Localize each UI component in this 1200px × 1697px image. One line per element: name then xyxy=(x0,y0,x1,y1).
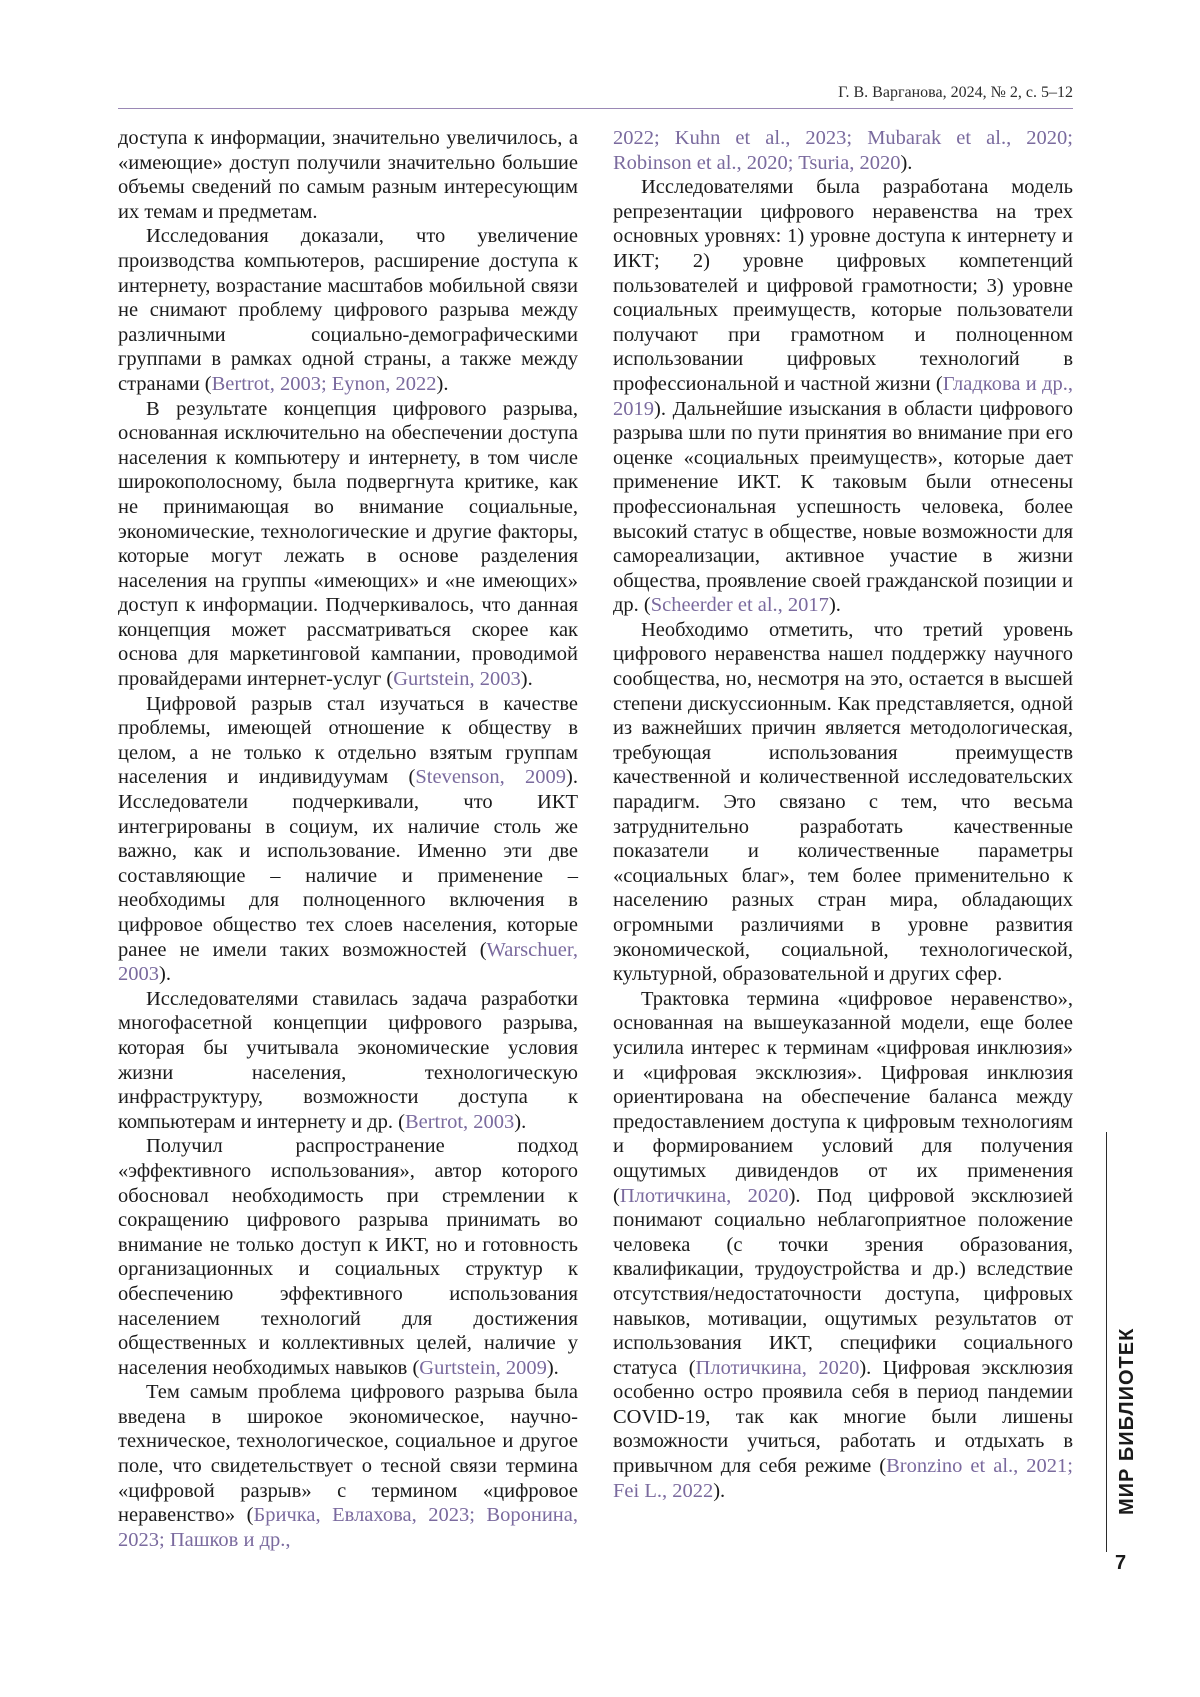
paragraph-text: ). xyxy=(828,594,841,617)
paragraph-text: Цифровой разрыв стал изучаться в качестве проблемы, имеющей отношение к обществу в целом, а не только к отдельно взятым группам населения и индивидуумам ( xyxy=(118,692,578,789)
citation-link[interactable]: Плотичкина, 2020 xyxy=(619,1184,789,1207)
page-number: 7 xyxy=(1115,1552,1127,1574)
citation-link[interactable]: Плотичкина, 2020 xyxy=(695,1356,860,1379)
paragraph xyxy=(613,175,1073,618)
paragraph xyxy=(613,618,1073,987)
sidebar-rule xyxy=(1106,1132,1107,1552)
paragraph-text: ). xyxy=(713,1479,726,1502)
citation-link[interactable]: Warschuer, 2003 xyxy=(118,938,578,986)
citation-link[interactable]: Бричка, Евлахова, 2023; Воронина, 2023; Пашков и др., xyxy=(118,1504,578,1551)
paragraph-text: Исследователями ставилась задача разработки многофасетной концепции цифрового разрыва, которая бы учитывала экономические условия жизни населения, технологическую инфраструктуру, возможности доступа к компьютерам и интернету и др. ( xyxy=(118,987,578,1133)
paragraph xyxy=(613,987,1073,1503)
paragraph xyxy=(118,1134,578,1380)
paragraph-text: ). xyxy=(159,963,171,986)
journal-section-label: МИР БИБЛИОТЕК xyxy=(1116,1327,1138,1515)
citation-link[interactable]: Гладкова и др., 2019 xyxy=(613,372,1073,420)
citation-link[interactable]: Bronzino et al., 2021; Fei L., 2022 xyxy=(613,1455,1073,1502)
paragraph-text: Тем самым проблема цифрового разрыва была введена в широкое экономическое, научно-техническое, технологическое, социальное и другое поле, что свидетельствует о тесной связи термина «цифровой разрыв» с термином «цифровое неравенство» ( xyxy=(118,1381,578,1527)
paragraph-text: ). Дальнейшие изыскания в области цифрового разрыва шли по пути принятия во внимание при его оценке «социальных преимуществ», которые дает применение ИКТ. К таковым были отнесены профессиональная успешность человека, более высокий статус в обществе, новые возможности для самореализации, активное участие в жизни общества, проявление своей гражданской позиции и др. ( xyxy=(613,397,1073,617)
paragraph-text: ). xyxy=(514,1110,527,1133)
paragraph xyxy=(118,1380,578,1552)
paragraph-text: ). xyxy=(520,668,533,691)
paragraph-text: ). Исследователи подчеркивали, что ИКТ интегрированы в социум, их наличие столь же важно, как и использование. Именно эти две составляющие – наличие и применение – необходимы для полноценного включения в цифровое общество тех слоев населения, которые ранее не имели таких возможностей ( xyxy=(118,766,578,961)
running-head: Г. В. Варганова, 2024, № 2, с. 5–12 xyxy=(838,84,1073,101)
paragraph-text: доступа к информации, значительно увеличилось, а «имеющие» доступ получили значительно большие объемы сведений по самым разным интересующим их темам и предметам. xyxy=(118,127,578,223)
citation-link[interactable]: Stevenson, 2009 xyxy=(415,766,567,789)
paragraph-text: ). xyxy=(900,151,913,174)
paragraph xyxy=(118,692,578,987)
paragraph-text: ). xyxy=(546,1356,559,1379)
paragraph-text: Получил распространение подход «эффективного использования», автор которого обосновал необходимость при стремлении к сокращению цифрового разрыва принимать во внимание не только доступ к ИКТ, но и готовность организационных и социальных структур к обеспечению эффективного использования населением технологий для достижения общественных и коллективных целей, наличие у населения необходимых навыков ( xyxy=(118,1135,578,1379)
paragraph xyxy=(118,397,578,692)
paragraph-text: ). Цифровая эксклюзия особенно остро проявила себя в период пандемии COVID-19, так как многие были лишены возможности учиться, работать и отдыхать в привычном для себя режиме ( xyxy=(613,1356,1073,1478)
citation-link[interactable]: Bertrot, 2003; Eynon, 2022 xyxy=(211,372,437,395)
citation-link[interactable]: Bertrot, 2003 xyxy=(404,1110,515,1133)
paragraph-text: Трактовка термина «цифровое неравенство», основанная на вышеуказанной модели, еще более усилила интерес к терминам «цифровая инклюзия» и «цифровая эксклюзия». Цифровая инклюзия ориентирована на обеспечение баланса между предоставлением доступа к цифровым технологиям и формированием условий для получения ощутимых дивидендов от их применения ( xyxy=(613,987,1073,1207)
paragraph-text: ). xyxy=(436,372,449,395)
paragraph-text: Исследования доказали, что увеличение производства компьютеров, расширение доступа к интернету, возрастание масштабов мобильной связи не снимают проблему цифрового разрыва между различными социально-демографическими группами в рамках одной страны, а также между странами ( xyxy=(118,225,578,395)
citation-link[interactable]: Gurtstein, 2009 xyxy=(419,1356,547,1379)
paragraph-text: Исследователями была разработана модель репрезентации цифрового неравенства на трех основных уровнях: 1) уровне доступа к интернету и ИКТ; 2) уровне цифровых компетенций пользователей и цифровой грамотности; 3) уровне социальных преимуществ, которые пользователи получают при грамотном и полноценном использовании цифровых технологий в профессиональной и частной жизни ( xyxy=(613,176,1073,395)
paragraph-text: ). Под цифровой эксклюзией понимают социально неблагоприятное положение человека (с точки зрения образования, квалификации, трудоустройства и др.) вследствие отсутствия/недостаточности доступа, цифровых навыков, мотивации, ощутимых результатов от использования ИКТ, специфики социального статуса ( xyxy=(613,1184,1073,1379)
citation-link[interactable]: 2022; Kuhn et al., 2023; Mubarak et al., 2020; Robinson et al., 2020; Tsuria, 2020 xyxy=(613,127,1073,174)
citation-link[interactable]: Gurtstein, 2003 xyxy=(393,668,521,691)
right-column xyxy=(613,126,1073,1503)
paragraph xyxy=(118,126,578,224)
paragraph xyxy=(613,126,1073,175)
left-column xyxy=(118,126,578,1552)
citation-link[interactable]: Scheerder et al., 2017 xyxy=(650,594,829,617)
paragraph xyxy=(118,987,578,1135)
paragraph xyxy=(118,224,578,396)
paragraph-text: Необходимо отметить, что третий уровень цифрового неравенства нашел поддержку научного сообщества, но, несмотря на это, остается в высшей степени дискуссионным. Как представляется, одной из важнейших причин является методологическая, требующая использования преимуществ качественной и количественной исследовательских парадигм. Это связано с тем, что весьма затруднительно разработать качественные показатели и количественные параметры «социальных благ», тем более применительно к населению разных стран мира, обладающих огромными различиями в уровне развития экономической, социальной, технологической, культурной, образовательной и других сфер. xyxy=(613,618,1073,986)
header-rule xyxy=(118,108,1073,109)
paragraph-text: В результате концепция цифрового разрыва, основанная исключительно на обеспечении доступа населения к компьютеру и интернету, в том числе широкополосному, была подвергнута критике, как не принимающая во внимание социальные, экономические, технологические и другие факторы, которые могут лежать в основе разделения населения на группы «имеющих» и «не имеющих» доступ к информации. Подчеркивалось, что данная концепция может рассматриваться скорее как основа для маркетинговой кампании, проводимой провайдерами интернет-услуг ( xyxy=(118,397,578,691)
